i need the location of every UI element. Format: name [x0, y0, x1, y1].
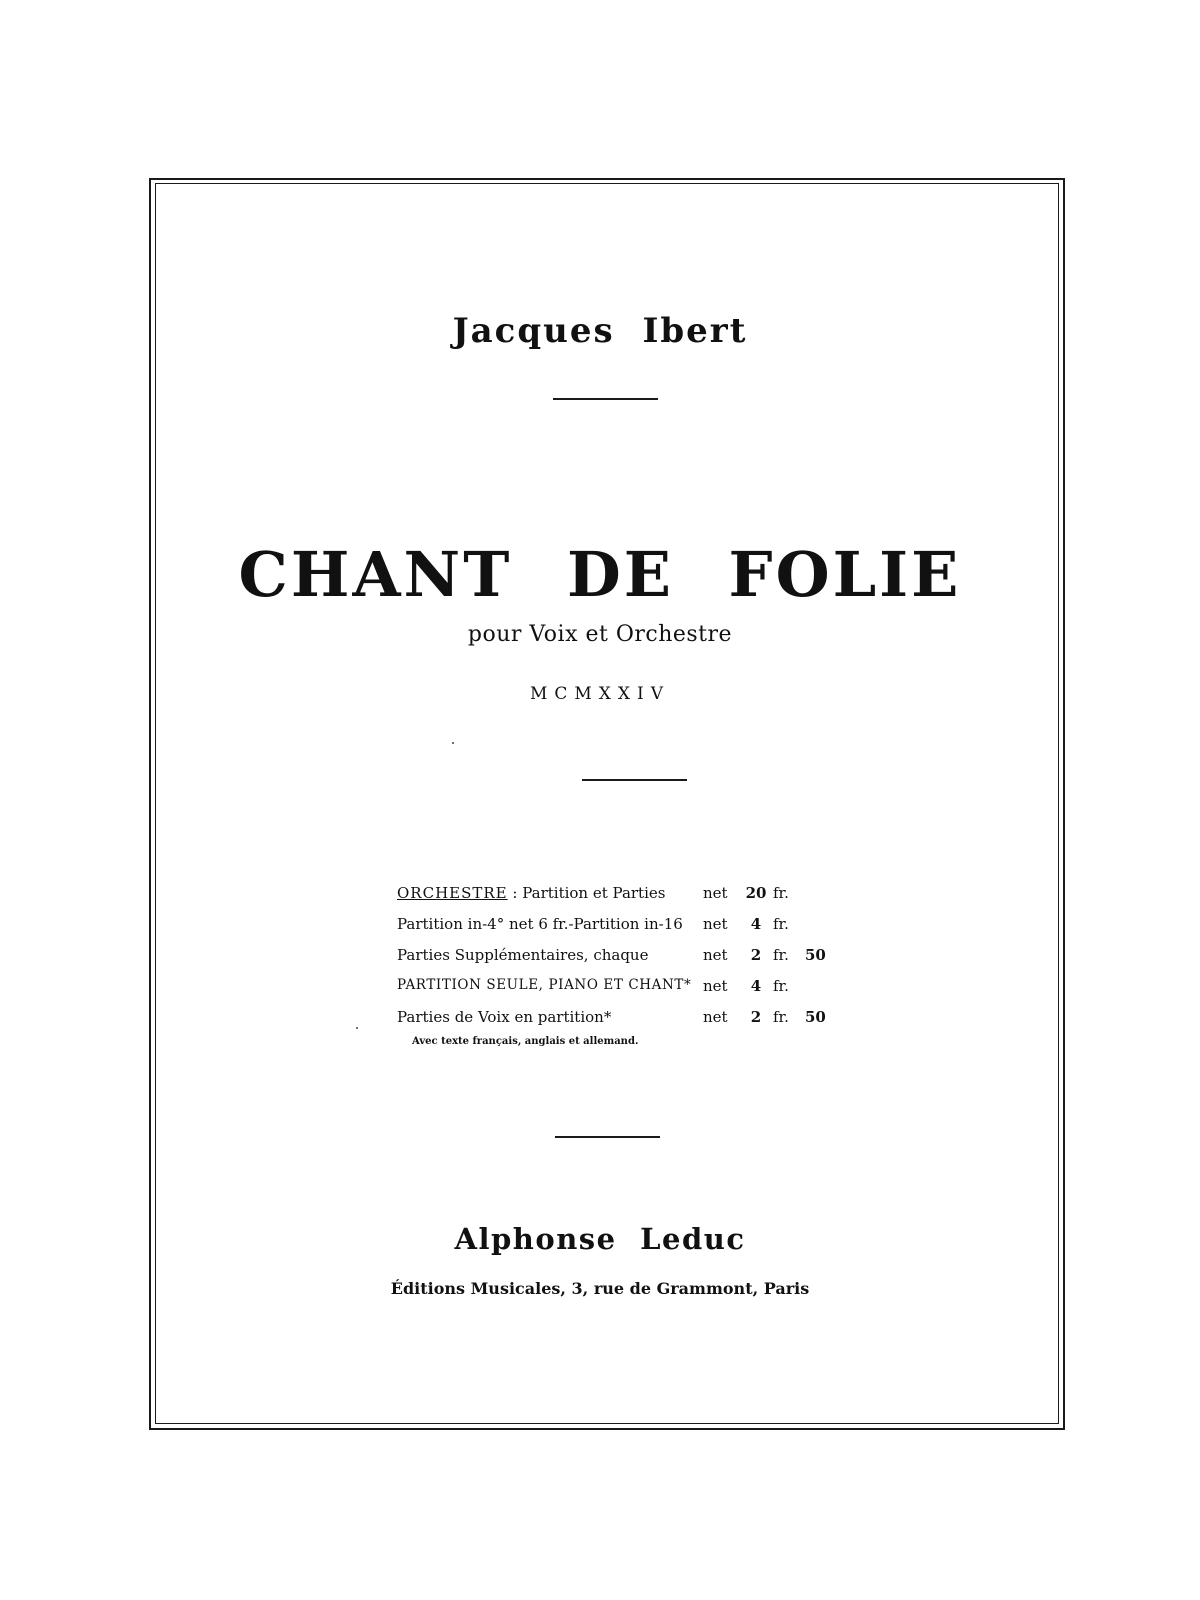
print-speck	[452, 742, 454, 744]
price-row-parties-voix	[397, 1008, 837, 1039]
price-unit: fr.	[773, 884, 789, 902]
language-footnote: Avec texte français, anglais et allemand.	[412, 1036, 639, 1047]
work-title: CHANT DE FOLIE	[238, 538, 962, 611]
price-unit: fr.	[773, 915, 789, 933]
price-row-description: Partition in-4° net 6 fr.-Partition in-16	[397, 915, 683, 933]
price-net-label: net	[703, 1008, 728, 1026]
price-row-label	[397, 884, 665, 902]
price-row-description: Parties Supplémentaires, chaque	[397, 946, 649, 964]
price-amount: 4	[750, 977, 762, 995]
print-speck	[356, 1027, 358, 1029]
price-list	[397, 884, 837, 1039]
price-net-label: net	[703, 884, 728, 902]
price-row-parties-supplementaires	[397, 946, 837, 977]
price-net-label: net	[703, 915, 728, 933]
price-row-description: : Partition et Parties	[507, 884, 666, 902]
price-row-description: Parties de Voix en partition*	[397, 1008, 612, 1026]
price-unit: fr.	[773, 1008, 789, 1026]
divider-rule-top	[553, 398, 658, 400]
price-net-label: net	[703, 977, 728, 995]
work-subtitle: pour Voix et Orchestre	[467, 622, 733, 647]
price-cents: 50	[805, 946, 826, 964]
price-amount: 2	[750, 946, 762, 964]
price-row-piano-chant	[397, 977, 837, 1008]
publisher-address: Éditions Musicales, 3, rue de Grammont, Paris	[390, 1279, 810, 1298]
price-cents: 50	[805, 1008, 826, 1026]
composer-name: Jacques Ibert	[452, 311, 748, 351]
price-amount: 20	[745, 884, 767, 902]
price-row-description: PARTITION SEULE, PIANO ET CHANT*	[397, 977, 692, 993]
divider-rule-bottom	[555, 1136, 660, 1138]
work-year: MCMXXIV	[529, 684, 671, 704]
price-net-label: net	[703, 946, 728, 964]
price-amount: 2	[750, 1008, 762, 1026]
price-row-orchestre	[397, 884, 837, 915]
price-amount: 4	[750, 915, 762, 933]
divider-rule-middle	[582, 779, 687, 781]
price-row-partition-format	[397, 915, 837, 946]
price-unit: fr.	[773, 977, 789, 995]
publisher-name: Alphonse Leduc	[454, 1222, 746, 1256]
price-row-category: ORCHESTRE	[397, 884, 508, 902]
price-unit: fr.	[773, 946, 789, 964]
